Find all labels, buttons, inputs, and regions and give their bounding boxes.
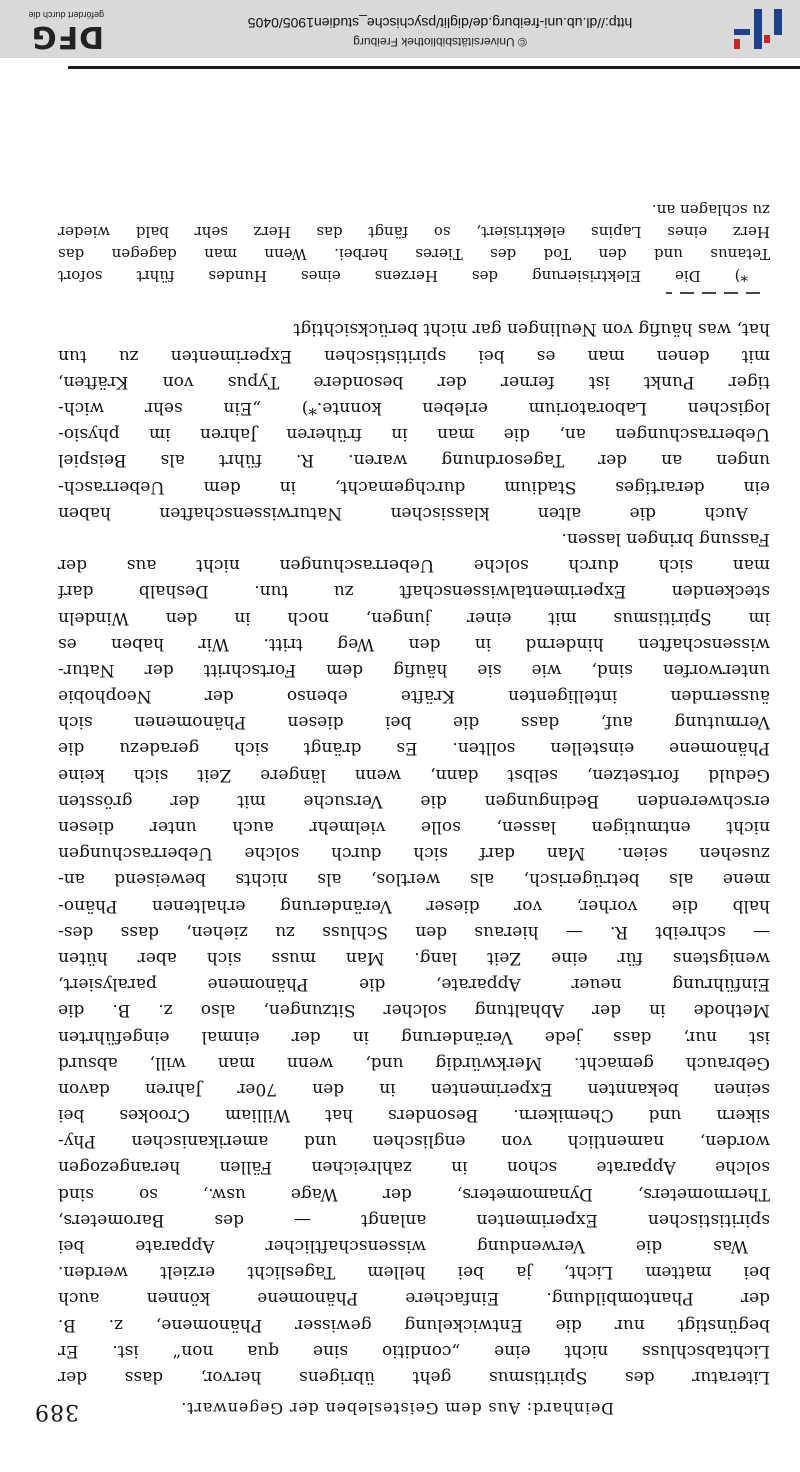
footnote (0, 199, 800, 287)
text-line: der Phantombildung. Einfachere Phänomene können auch (58, 1288, 770, 1309)
text-line: Einführung neuer Apparate, die Phänomene paralysiert, (58, 974, 770, 995)
text-line: sikern und Chemikern. Besonders hat William Crookes bei (58, 1105, 770, 1126)
text-line: spiritistischen Experimenten anlangt — des Barometers, (58, 1209, 770, 1230)
text-line: Phänomene einstellen sollten. Es drängt sich geradezu die (58, 738, 770, 759)
page-header (34, 1394, 614, 1424)
text-line: worden, namentlich von englischen und amerikanischen Phy- (58, 1131, 770, 1152)
text-line: ein derartiges Stadium durchgemacht, in dem Ueberrasch- (58, 476, 770, 497)
text-line: bei mattem Licht, ja bei hellem Tageslicht erzielt werden. (58, 1262, 770, 1283)
text-line: Methode in der Abhaltung solcher Sitzungen, also z. B. die (58, 1000, 770, 1021)
text-line: im Spiritismus mit einer jungen, noch in den Windeln (58, 607, 770, 628)
text-line: begünstigt nur die Entwickelung gewisser Phänomene, z. B. (58, 1314, 770, 1335)
footnote-line: Herz eines Lapins elektrisiert, so fängt das Herz sehr bald wieder (58, 223, 770, 241)
text-line: Literatur des Spiritismus geht übrigens hervor, dass der (58, 1367, 770, 1387)
text-line: Was die Verwendung wissenschaftlicher Apparate bei (58, 1236, 748, 1257)
text-line: halb die vorher, vor dieser Veränderung erhaltenen Phäno- (58, 895, 770, 916)
text-line: man sich durch solche Ueberraschungen nicht aus der (58, 555, 770, 576)
text-line: mit denen man es bei spiritistischen Experimenten zu tun (58, 345, 770, 366)
footnote-line: zu schlagen an. (651, 201, 770, 219)
text-line: ungen an der Tagesordnung waren. R. führt als Beispiel (58, 450, 770, 471)
text-line: ist nur, dass jede Veränderung in der einmal eingeführten (58, 1026, 770, 1047)
footer-copyright: © Universitätsbibliothek Freiburg (353, 35, 527, 49)
text-line: seinen bekannten Experimenten in den 70er Jahren davon (58, 1078, 770, 1099)
text-line: zusehen seien. Man darf sich durch solche Ueberraschungen (58, 843, 770, 864)
text-line: logischen Laboratorium erleben konnte.*) „Ein sehr wich- (58, 398, 770, 419)
dfg-logo-caption: gefördert durch die (28, 10, 104, 20)
text-line: Fassung bringen lassen. (561, 529, 770, 549)
dfg-logo (10, 9, 104, 52)
text-line: Gebrauch gemacht. Merkwürdig und, wenn man will, absurd (58, 1052, 770, 1073)
library-footer (0, 0, 800, 58)
text-line: — schreibt R. — hieraus den Schluss zu ziehen, dass des- (58, 921, 770, 942)
text-line: äussernden intelligenten Kräfte ebenso der Neophobie (58, 686, 770, 707)
text-line: solche Apparate schon in zahlreichen Fällen herangezogen (58, 1157, 770, 1178)
text-line: Thermometers, Dynamometers, der Wage usw., so sind (58, 1183, 770, 1204)
ub-freiburg-logo-icon (730, 9, 784, 49)
text-line: wissenschaften hindernd in den Weg tritt. Wir haben es (58, 633, 770, 654)
text-line: hat, was häufig von Neulingen gar nicht berücksichtigt (293, 319, 770, 340)
footer-url[interactable]: http://dl.ub.uni-freiburg.de/diglit/psychische_studien1905/0405 (247, 15, 633, 31)
text-line: Auch die alten klassischen Naturwissenschaften haben (58, 502, 748, 523)
footnote-separator (640, 305, 760, 307)
text-line: Geduld fortsetzen, selbst dann, wenn längere Zeit sich keine (58, 764, 770, 785)
text-line: erschwerenden Bedingungen die Versuche mit der grössten (58, 790, 770, 811)
page-number: 389 (34, 1399, 79, 1424)
text-line: steckenden Experimentalwissenschaft zu tun. Deshalb darf (58, 581, 770, 602)
text-line: mene als betrügerisch, als wertlos, als nichts beweisend an- (58, 869, 770, 890)
footnote-line: Tetanus und den Tod des Tieres herbei. Wenn man dagegen das (58, 245, 770, 263)
text-line: Lichtabschluss nicht eine „conditio sine qua non“ ist. Er (58, 1340, 770, 1361)
running-head: Deinhard: Aus dem Geistesleben der Gegenwart. (180, 1399, 614, 1418)
text-line: Vermutung auf, dass die bei diesen Phänomenen sich (58, 712, 770, 733)
text-line: wenigstens für eine Zeit lang. Man muss sich aber hüten (58, 948, 770, 968)
dfg-logo-mark: DFG (30, 19, 104, 54)
footnote-line: *) Die Elektrisierung des Herzens eines Hundes führt sofort (58, 267, 748, 285)
body-text (0, 316, 800, 1390)
text-line: tiger Punkt ist ferner der besondere Typus von Kräften, (58, 371, 770, 392)
text-line: nicht entmutigen lassen, solle vielmehr auch unter diesen (58, 817, 770, 838)
text-line: unterworfen sind, wie sie häufig dem Fortschritt der Natur- (58, 659, 770, 680)
text-line: Ueberraschungen an, die man in früheren Jahren im physio- (58, 424, 770, 445)
footer-rule (68, 66, 800, 69)
